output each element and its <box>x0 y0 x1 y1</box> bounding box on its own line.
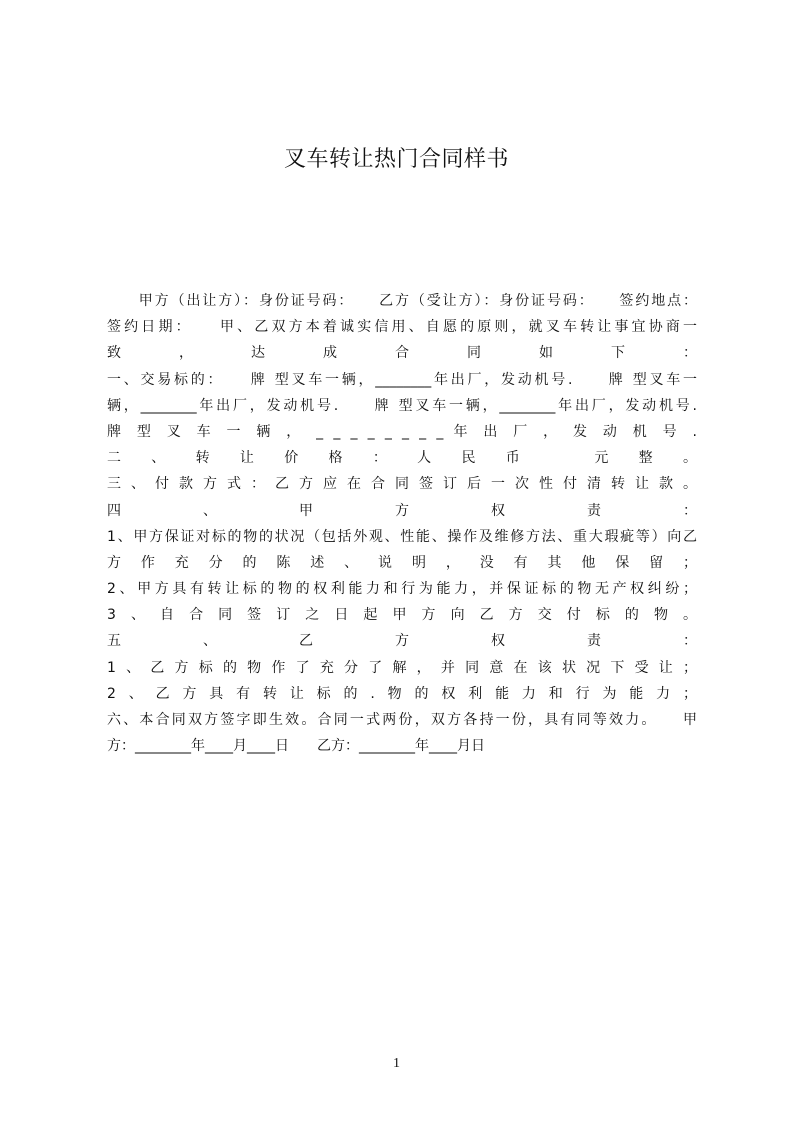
text-line-13: 3、自合同签订之日起甲方向乙方交付标的物。 <box>107 607 697 624</box>
text-line-9: 四 、 甲 方 权 责 ： <box>107 502 697 519</box>
text-line-10: 1、甲方保证对标的物的状况（包括外观、性能、操作及维修方法、重大瑕疵等）向乙 <box>107 528 697 545</box>
text-line-12: 2、甲方具有转让标的物的权利能力和行为能力，并保证标的物无产权纠纷； <box>107 581 697 598</box>
text-line-6: 牌 型 叉 车 一 辆 ， _ _ _ _ _ _ _ _ 年 出 厂 ， 发 动 机 号 . <box>107 423 697 440</box>
text-line-7: 二 、 转 让 价 格 ： 人 民 币 元 整 。 <box>107 450 697 467</box>
text-line-16: 2、乙方具有转让标的.物的权利能力和行为能力； <box>107 685 697 702</box>
text-line-5: 辆，________年出厂，发动机号. 牌 型叉车一辆，________年出厂，发动机号. <box>107 397 697 414</box>
text-line-8: 三、付款方式：乙方应在合同签订后一次性付清转让款。 <box>107 476 697 493</box>
text-line-2: 签约日期： 甲、乙双方本着诚实信用、自愿的原则，就叉车转让事宜协商一 <box>107 319 697 336</box>
contract-body <box>107 288 697 759</box>
text-line-17: 六、本合同双方签字即生效。合同一式两份，双方各持一份，具有同等效力。 甲 <box>107 712 697 728</box>
text-line-1: 甲方（出让方）：身份证号码： 乙方（受让方）：身份证号码： 签约地点： <box>107 293 697 309</box>
text-line-14: 五 、 乙 方 权 责 ： <box>107 633 697 650</box>
page-number: 1 <box>393 1056 400 1071</box>
text-line-3: 致 ， 达 成 合 同 如 下 ： <box>107 345 697 362</box>
text-line-15: 1、乙方标的物作了充分了解，并同意在该状况下受让； <box>107 659 697 676</box>
text-line-18: 方：________年____月____日 乙方：________年____月日 <box>107 738 485 755</box>
text-line-11: 方 作 充 分 的 陈 述 、 说 明 ， 没 有 其 他 保 留 ； <box>107 554 697 571</box>
document-title: 叉车转让热门合同样书 <box>283 147 509 172</box>
text-line-4: 一、交易标的： 牌 型叉车一辆，________年出厂，发动机号. 牌 型叉车一 <box>107 371 697 388</box>
